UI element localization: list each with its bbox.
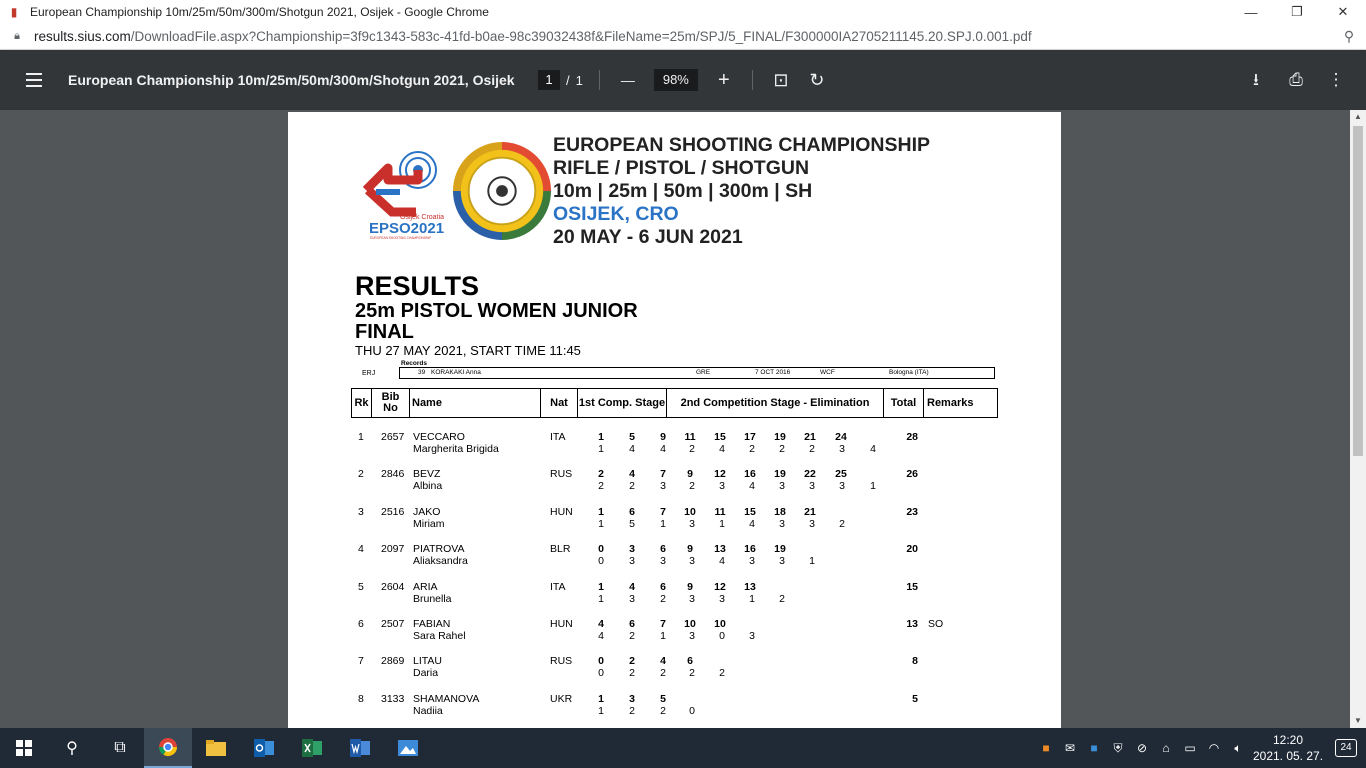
more-options-icon[interactable]: ⋮ xyxy=(1327,70,1345,89)
bib-number: 2507 xyxy=(381,618,405,630)
event-name: 25m PISTOL WOMEN JUNIOR xyxy=(355,300,638,322)
series-score: 3 xyxy=(689,517,695,530)
bib-number: 2097 xyxy=(381,543,405,556)
cumulative-score: 16 xyxy=(744,543,756,556)
epso-text: EPSO2021 xyxy=(369,220,445,237)
page-number-input[interactable]: 1 xyxy=(538,70,560,90)
series-score: 4 xyxy=(719,555,725,568)
athlete-last-name: SHAMANOVA xyxy=(413,692,480,705)
series-score: 3 xyxy=(809,480,815,493)
photos-icon[interactable] xyxy=(384,728,432,768)
rank: 7 xyxy=(358,655,364,668)
vpn-icon[interactable]: ⌂ xyxy=(1162,741,1170,755)
cumulative-score: 13 xyxy=(744,580,756,593)
athlete-first-name: Margherita Brigida xyxy=(413,443,499,455)
menu-icon[interactable] xyxy=(0,71,68,89)
notification-center-icon[interactable] xyxy=(1326,739,1366,757)
scroll-thumb[interactable] xyxy=(1353,126,1363,456)
champ-dates: 20 MAY - 6 JUN 2021 xyxy=(553,226,743,248)
series-score: 3 xyxy=(749,630,755,642)
cumulative-score: 22 xyxy=(804,468,816,481)
page-selector xyxy=(538,70,583,90)
athlete-last-name: JAKO xyxy=(413,505,441,518)
series-score: 4 xyxy=(719,443,725,455)
windows-taskbar xyxy=(0,728,1366,768)
results-heading xyxy=(355,272,638,360)
clock[interactable] xyxy=(1250,732,1326,764)
results-table-header xyxy=(351,388,998,418)
athlete-last-name: VECCARO xyxy=(413,431,465,443)
vertical-scrollbar[interactable] xyxy=(1350,110,1366,728)
zoom-out-button[interactable]: — xyxy=(620,72,635,88)
pdf-page xyxy=(288,112,1061,728)
cumulative-score: 6 xyxy=(629,618,635,630)
window-titlebar xyxy=(0,0,1366,24)
series-score: 2 xyxy=(598,480,604,493)
col-stage1: 1st Comp. Stage xyxy=(578,389,667,417)
champ-line-1: EUROPEAN SHOOTING CHAMPIONSHIP xyxy=(553,134,931,156)
series-score: 1 xyxy=(660,517,666,530)
close-button[interactable]: ✕ xyxy=(1337,4,1349,19)
championship-header xyxy=(553,134,930,249)
series-score: 2 xyxy=(660,592,666,605)
chrome-taskbar-icon[interactable] xyxy=(144,728,192,768)
series-score: 2 xyxy=(689,443,695,455)
series-score: 4 xyxy=(870,443,876,455)
cumulative-score: 4 xyxy=(629,468,635,481)
clock-date: 2021. 05. 27. xyxy=(1252,749,1324,763)
series-score: 2 xyxy=(839,517,845,530)
cumulative-score: 10 xyxy=(684,618,696,630)
athlete-last-name: LITAU xyxy=(413,655,442,668)
series-score: 1 xyxy=(598,517,604,530)
event-datetime: THU 27 MAY 2021, START TIME 11:45 xyxy=(355,343,581,358)
word-icon[interactable] xyxy=(336,728,384,768)
total-score: 13 xyxy=(906,618,918,630)
rank: 1 xyxy=(358,431,364,443)
series-score: 1 xyxy=(870,480,876,493)
nation: ITA xyxy=(550,431,566,443)
total-score: 5 xyxy=(912,692,918,705)
series-score: 2 xyxy=(719,667,725,680)
outlook-tray-icon[interactable]: ■ xyxy=(1090,741,1098,755)
series-score: 1 xyxy=(719,517,725,530)
champ-city: OSIJEK, CRO xyxy=(553,203,679,225)
window-title: European Championship 10m/25m/50m/300m/Shotgun 2021, Osijek - Google Chrome xyxy=(30,5,489,19)
table-row xyxy=(351,581,998,611)
series-score: 5 xyxy=(629,517,635,530)
scroll-up-arrow-icon[interactable]: ▲ xyxy=(1354,112,1362,121)
cumulative-score: 6 xyxy=(629,505,635,518)
bib-number: 2516 xyxy=(381,505,405,518)
athlete-last-name: ARIA xyxy=(413,580,438,593)
series-score: 1 xyxy=(598,592,604,605)
cumulative-score: 12 xyxy=(714,580,726,593)
toolbar-divider xyxy=(752,70,753,90)
cumulative-score: 7 xyxy=(660,468,666,481)
cumulative-score: 19 xyxy=(774,543,786,556)
rotate-icon[interactable]: ↻ xyxy=(809,70,825,90)
total-score: 8 xyxy=(912,655,918,668)
col-bib-line1: Bib xyxy=(381,391,400,403)
fit-page-icon[interactable]: ⊡ xyxy=(773,70,789,90)
nation: RUS xyxy=(550,655,573,668)
series-score: 1 xyxy=(809,555,815,568)
start-windows-icon[interactable] xyxy=(0,728,48,768)
series-score: 3 xyxy=(629,555,635,568)
series-score: 3 xyxy=(660,555,666,568)
cumulative-score: 21 xyxy=(804,505,816,518)
clock-time: 12:20 xyxy=(1272,733,1304,747)
series-score: 2 xyxy=(629,480,635,493)
cumulative-score: 17 xyxy=(744,431,756,443)
volume-icon[interactable]: 🔈︎ xyxy=(1234,740,1242,755)
cumulative-score: 0 xyxy=(598,543,604,556)
task-view-icon[interactable]: ⧉ xyxy=(114,739,126,756)
col-bib-line2: No xyxy=(383,402,398,414)
record-holder: KORAKAKI Anna xyxy=(431,369,481,376)
series-score: 3 xyxy=(689,630,695,642)
champ-line-2: RIFLE / PISTOL / SHOTGUN xyxy=(553,157,810,179)
print-icon[interactable]: ⎙ xyxy=(1289,70,1303,89)
records-box xyxy=(399,367,995,379)
series-score: 0 xyxy=(689,704,695,717)
cumulative-score: 25 xyxy=(835,468,847,481)
page-total: 1 xyxy=(575,72,583,88)
series-score: 2 xyxy=(629,630,635,642)
record-type: ERJ xyxy=(362,370,376,377)
rank: 4 xyxy=(358,543,364,556)
series-score: 3 xyxy=(779,517,785,530)
series-score: 0 xyxy=(598,555,604,568)
cumulative-score: 9 xyxy=(660,431,666,443)
table-row xyxy=(351,468,998,498)
athlete-first-name: Miriam xyxy=(413,517,445,530)
record-comp: WCF xyxy=(820,369,835,376)
cumulative-score: 1 xyxy=(598,505,604,518)
cumulative-score: 11 xyxy=(714,505,726,518)
series-score: 2 xyxy=(809,443,815,455)
epso-sub-text: Osijek Croatia xyxy=(400,214,444,221)
series-score: 3 xyxy=(809,517,815,530)
wifi-icon[interactable]: ◠ xyxy=(1208,741,1220,755)
cumulative-score: 9 xyxy=(687,580,693,593)
nation: ITA xyxy=(550,580,566,593)
cumulative-score: 2 xyxy=(629,655,635,668)
pdf-title: European Championship 10m/25m/50m/300m/Shotgun 2021, Osijek xyxy=(68,72,515,88)
table-row xyxy=(351,693,998,723)
cumulative-score: 10 xyxy=(684,505,696,518)
series-score: 2 xyxy=(629,704,635,717)
cumulative-score: 13 xyxy=(714,543,726,556)
nation: RUS xyxy=(550,468,573,481)
series-score: 3 xyxy=(719,480,725,493)
series-score: 1 xyxy=(660,630,666,642)
series-score: 4 xyxy=(749,517,755,530)
page-separator: / xyxy=(566,72,570,88)
athlete-last-name: PIATROVA xyxy=(413,543,465,556)
rank: 2 xyxy=(358,468,364,481)
col-stage2: 2nd Competition Stage - Elimination xyxy=(667,389,884,417)
minimize-button[interactable]: — xyxy=(1244,4,1258,20)
cumulative-score: 9 xyxy=(687,543,693,556)
notification-count: 24 xyxy=(1335,739,1357,757)
bib-number: 3133 xyxy=(381,692,405,705)
series-score: 3 xyxy=(719,592,725,605)
file-explorer-icon[interactable] xyxy=(192,728,240,768)
cumulative-score: 10 xyxy=(714,618,726,630)
bib-number: 2657 xyxy=(381,431,405,443)
series-score: 2 xyxy=(689,667,695,680)
series-score: 3 xyxy=(779,480,785,493)
rank: 5 xyxy=(358,580,364,593)
series-score: 3 xyxy=(779,555,785,568)
col-nat: Nat xyxy=(541,389,578,417)
record-score: 39 xyxy=(418,369,426,376)
series-score: 2 xyxy=(779,592,785,605)
epso-tagline: EUROPEAN SHOOTING CHAMPIONSHIP xyxy=(370,236,432,240)
cumulative-score: 2 xyxy=(598,468,604,481)
cumulative-score: 16 xyxy=(744,468,756,481)
table-row xyxy=(351,431,998,461)
total-score: 28 xyxy=(906,431,918,443)
total-score: 23 xyxy=(906,505,918,518)
confederation-logo xyxy=(453,142,551,240)
series-score: 3 xyxy=(839,480,845,493)
url-path: /DownloadFile.aspx?Championship=3f9c1343-583c-41fd-b0ae-98c39032438f&FileName=25m/SPJ/5_FINAL/F300000IA2705211145.20.SPJ.0.001.pdf xyxy=(130,29,1032,44)
cumulative-score: 19 xyxy=(774,468,786,481)
mail-tray-icon[interactable]: ✉ xyxy=(1064,741,1076,755)
excel-icon[interactable] xyxy=(288,728,336,768)
series-score: 0 xyxy=(719,630,725,642)
series-score: 4 xyxy=(629,443,635,455)
rank: 6 xyxy=(358,618,364,630)
series-score: 2 xyxy=(749,443,755,455)
athlete-first-name: Sara Rahel xyxy=(413,630,466,642)
series-score: 4 xyxy=(598,630,604,642)
rank: 8 xyxy=(358,692,364,705)
scroll-down-arrow-icon[interactable]: ▼ xyxy=(1354,716,1362,725)
series-score: 2 xyxy=(779,443,785,455)
bib-number: 2869 xyxy=(381,655,405,668)
cumulative-score: 6 xyxy=(660,580,666,593)
restore-button[interactable]: ❐ xyxy=(1291,4,1303,19)
records-label: Records xyxy=(401,360,428,367)
outlook-icon[interactable] xyxy=(240,728,288,768)
nation: UKR xyxy=(550,692,573,705)
col-rk: Rk xyxy=(352,389,372,417)
record-place: Bologna (ITA) xyxy=(889,369,929,376)
nation: BLR xyxy=(550,543,571,556)
table-row xyxy=(351,618,998,648)
cumulative-score: 9 xyxy=(687,468,693,481)
series-score: 1 xyxy=(598,443,604,455)
series-score: 3 xyxy=(629,592,635,605)
cumulative-score: 3 xyxy=(629,543,635,556)
cumulative-score: 6 xyxy=(687,655,693,668)
series-score: 4 xyxy=(749,480,755,493)
pdf-toolbar xyxy=(0,50,1366,110)
athlete-last-name: FABIAN xyxy=(413,618,451,630)
col-total: Total xyxy=(884,389,924,417)
athlete-first-name: Daria xyxy=(413,667,439,680)
champ-line-3: 10m | 25m | 50m | 300m | SH xyxy=(553,180,813,202)
bib-number: 2846 xyxy=(381,468,405,481)
magnifier-icon[interactable]: ⚲ xyxy=(1343,28,1355,44)
cumulative-score: 6 xyxy=(660,543,666,556)
cumulative-score: 7 xyxy=(660,618,666,630)
bib-number: 2604 xyxy=(381,580,405,593)
athlete-last-name: BEVZ xyxy=(413,468,441,481)
cumulative-score: 5 xyxy=(629,431,635,443)
toolbar-divider xyxy=(599,70,600,90)
nation: HUN xyxy=(550,505,573,518)
phase-name: FINAL xyxy=(355,321,414,343)
url-text[interactable] xyxy=(34,29,1332,44)
cumulative-score: 1 xyxy=(598,431,604,443)
cumulative-score: 4 xyxy=(660,655,666,668)
series-score: 4 xyxy=(660,443,666,455)
battery-icon[interactable]: ▭ xyxy=(1184,741,1196,755)
rank: 3 xyxy=(358,505,364,518)
athlete-first-name: Aliaksandra xyxy=(413,555,468,568)
total-score: 26 xyxy=(906,468,918,481)
cumulative-score: 19 xyxy=(774,431,786,443)
table-row xyxy=(351,543,998,573)
pdf-viewer xyxy=(0,110,1350,728)
record-nat: GRE xyxy=(696,369,711,376)
results-title: RESULTS xyxy=(355,271,480,301)
cumulative-score: 0 xyxy=(598,655,604,668)
series-score: 3 xyxy=(660,480,666,493)
remark: SO xyxy=(928,618,944,630)
series-score: 2 xyxy=(660,704,666,717)
download-icon[interactable]: ⭳ xyxy=(1253,70,1259,89)
athlete-first-name: Albina xyxy=(413,480,443,493)
series-score: 1 xyxy=(749,592,755,605)
tray-app-icon[interactable]: ■ xyxy=(1042,741,1050,755)
cumulative-score: 5 xyxy=(660,692,666,705)
pdf-file-icon: ▮ xyxy=(10,5,18,19)
table-row xyxy=(351,506,998,536)
cumulative-score: 4 xyxy=(629,580,635,593)
cumulative-score: 7 xyxy=(660,505,666,518)
cumulative-score: 4 xyxy=(598,618,604,630)
network-off-icon[interactable]: ⊘ xyxy=(1136,741,1148,755)
series-score: 3 xyxy=(839,443,845,455)
epso-logo xyxy=(356,140,456,240)
zoom-level-input[interactable]: 98% xyxy=(654,69,698,91)
series-score: 3 xyxy=(689,555,695,568)
col-name: Name xyxy=(410,389,541,417)
col-bib xyxy=(372,389,410,417)
series-score: 1 xyxy=(598,704,604,717)
cumulative-score: 1 xyxy=(598,580,604,593)
total-score: 20 xyxy=(906,543,918,556)
lock-icon[interactable]: 🔒︎ xyxy=(14,30,20,42)
cumulative-score: 18 xyxy=(774,505,786,518)
cumulative-score: 12 xyxy=(714,468,726,481)
cumulative-score: 15 xyxy=(714,431,726,443)
table-row xyxy=(351,655,998,685)
url-host: results.sius.com xyxy=(34,29,131,44)
nation: HUN xyxy=(550,618,573,630)
series-score: 0 xyxy=(598,667,604,680)
cumulative-score: 11 xyxy=(684,431,696,443)
cumulative-score: 3 xyxy=(629,692,635,705)
series-score: 3 xyxy=(749,555,755,568)
search-icon[interactable]: ⚲ xyxy=(66,740,78,757)
athlete-first-name: Brunella xyxy=(413,592,452,605)
address-bar[interactable] xyxy=(0,24,1366,50)
series-score: 2 xyxy=(629,667,635,680)
system-tray xyxy=(1034,728,1366,768)
total-score: 15 xyxy=(906,580,918,593)
cumulative-score: 1 xyxy=(598,692,604,705)
cumulative-score: 21 xyxy=(804,431,816,443)
cumulative-score: 24 xyxy=(835,431,847,443)
col-remarks: Remarks xyxy=(927,397,974,409)
record-date: 7 OCT 2016 xyxy=(755,369,791,376)
series-score: 2 xyxy=(660,667,666,680)
cumulative-score: 15 xyxy=(744,505,756,518)
series-score: 3 xyxy=(689,592,695,605)
athlete-first-name: Nadiia xyxy=(413,704,443,717)
zoom-in-button[interactable]: + xyxy=(718,69,730,91)
security-tray-icon[interactable]: ⛨ xyxy=(1113,740,1123,755)
series-score: 2 xyxy=(689,480,695,493)
